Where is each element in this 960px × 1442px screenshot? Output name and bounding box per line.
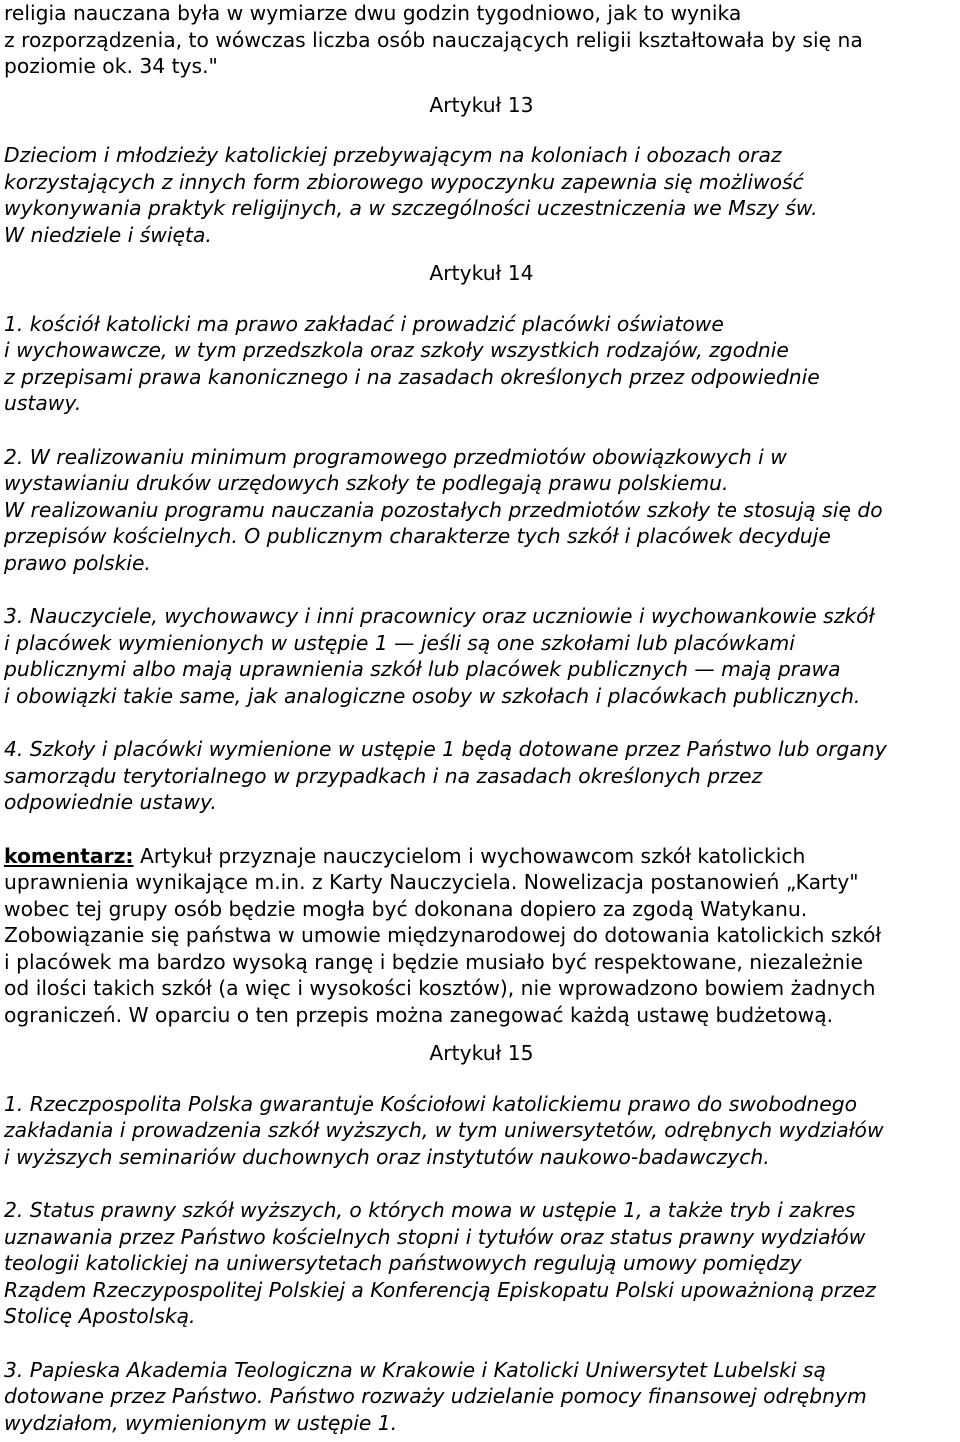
text-line: teologii katolickiej na uniwersytetach państwowych regulują umowy pomiędzy	[4, 1251, 802, 1275]
text-line: i obowiązki takie same, jak analogiczne osoby w szkołach i placówkach publicznych.	[4, 683, 861, 708]
article-14-heading: Artykuł 14	[429, 261, 534, 285]
text-line: wobec tej grupy osób będzie mogła być dokonana dopiero za zgodą Watykanu.	[4, 896, 808, 921]
text-line: dotowane przez Państwo. Państwo rozważy udzielanie pomocy finansowej odrębnym	[4, 1384, 867, 1408]
commentary-paragraph	[4, 843, 959, 1029]
text-line: samorządu terytorialnego w przypadkach i na zasadach określonych przez	[4, 763, 763, 788]
text-line: 2. Status prawny szkół wyższych, o których mowa w ustępie 1, a także tryb i zakres	[4, 1198, 856, 1222]
text-line: 3. Nauczyciele, wychowawcy i inni pracownicy oraz uczniowie i wychowankowie szkół	[4, 604, 875, 628]
text-line: religia nauczana była w wymiarze dwu godzin tygodniowo, jak to wynika	[4, 1, 742, 25]
text-line: przepisów kościelnych. O publicznym charakterze tych szkół i placówek decyduje	[4, 524, 831, 548]
text-line	[4, 843, 959, 870]
article-14-section-2	[4, 444, 959, 577]
article-14-section-1	[4, 311, 959, 417]
text-line: z rozporządzenia, to wówczas liczba osób nauczających religii kształtowała by się na	[4, 27, 863, 52]
text-line: Dzieciom i młodzieży katolickiej przebywającym na koloniach i obozach oraz	[4, 143, 782, 167]
text-line: wykonywania praktyk religijnych, a w szczególności uczestniczenia we Mszy św.	[4, 196, 818, 220]
text-line: prawo polskie.	[4, 550, 151, 575]
commentary-first-line: Artykuł przyznaje nauczycielom i wychowawcom szkół katolickich	[133, 843, 806, 868]
text-line: wydziałom, wymienionym w ustępie 1.	[4, 1410, 398, 1435]
article-13-heading: Artykuł 13	[429, 92, 534, 117]
text-line: i wyższych seminariów duchownych oraz instytutów naukowo-badawczych.	[4, 1144, 770, 1169]
text-line: 2. W realizowaniu minimum programowego przedmiotów obowiązkowych i w	[4, 444, 787, 469]
text-line: publicznymi albo mają uprawnienia szkół lub placówek publicznych — mają prawa	[4, 657, 841, 681]
text-line: W niedziele i święta.	[4, 222, 212, 247]
document-page	[4, 0, 959, 1436]
text-line: wystawianiu druków urzędowych szkoły te podlegają prawu polskiemu.	[4, 471, 729, 495]
text-line: 3. Papieska Akademia Teologiczna w Krakowie i Katolicki Uniwersytet Lubelski są	[4, 1357, 826, 1382]
text-line: uznawania przez Państwo kościelnych stopni i tytułów oraz status prawny wydziałów	[4, 1224, 866, 1249]
text-line: zakładania i prowadzenia szkół wyższych, w tym uniwersytetów, odrębnych wydziałów	[4, 1118, 884, 1142]
article-13-paragraph	[4, 142, 959, 248]
text-line: odpowiednie ustawy.	[4, 790, 217, 814]
text-line: korzystających z innych form zbiorowego wypoczynku zapewnia się możliwość	[4, 169, 804, 194]
article-15-heading: Artykuł 15	[429, 1041, 534, 1065]
commentary-label: komentarz:	[4, 843, 134, 868]
text-line: i placówek ma bardzo wysoką rangę i będzie musiało być respektowane, niezależnie	[4, 949, 863, 974]
text-line: z przepisami prawa kanonicznego i na zasadach określonych przez odpowiednie	[4, 364, 820, 389]
text-line: Zobowiązanie się państwa w umowie międzynarodowej do dotowania katolickich szkół	[4, 923, 882, 947]
text-line: uprawnienia wynikające m.in. z Karty Nauczyciela. Nowelizacja postanowień „Karty"	[4, 870, 859, 894]
text-line: ustawy.	[4, 391, 82, 415]
article-14-section-4	[4, 736, 959, 816]
text-line: ograniczeń. W oparciu o ten przepis można zanegować każdą ustawę budżetową.	[4, 1002, 834, 1027]
text-line: W realizowaniu programu nauczania pozostałych przedmiotów szkoły te stosują się do	[4, 497, 883, 522]
text-line: 4. Szkoły i placówki wymienione w ustępie 1 będą dotowane przez Państwo lub organy	[4, 737, 887, 761]
text-line: Rządem Rzeczypospolitej Polskiej a Konferencją Episkopatu Polski upoważnioną przez	[4, 1277, 876, 1302]
article-15-section-1	[4, 1091, 959, 1171]
text-line: Stolicę Apostolską.	[4, 1304, 196, 1328]
text-line: 1. Rzeczpospolita Polska gwarantuje Kościołowi katolickiemu prawo do swobodnego	[4, 1091, 858, 1116]
article-15-section-3	[4, 1357, 959, 1437]
text-line: 1. kościół katolicki ma prawo zakładać i prowadzić placówki oświatowe	[4, 311, 724, 336]
article-14-section-3	[4, 603, 959, 709]
intro-paragraph	[4, 0, 959, 80]
text-line: i placówek wymienionych w ustępie 1 — jeśli są one szkołami lub placówkami	[4, 630, 795, 655]
text-line: od ilości takich szkół (a więc i wysokości kosztów), nie wprowadzono bowiem żadnych	[4, 976, 876, 1000]
article-15-section-2	[4, 1197, 959, 1330]
text-line: poziomie ok. 34 tys."	[4, 54, 218, 78]
text-line: i wychowawcze, w tym przedszkola oraz szkoły wszystkich rodzajów, zgodnie	[4, 338, 789, 362]
